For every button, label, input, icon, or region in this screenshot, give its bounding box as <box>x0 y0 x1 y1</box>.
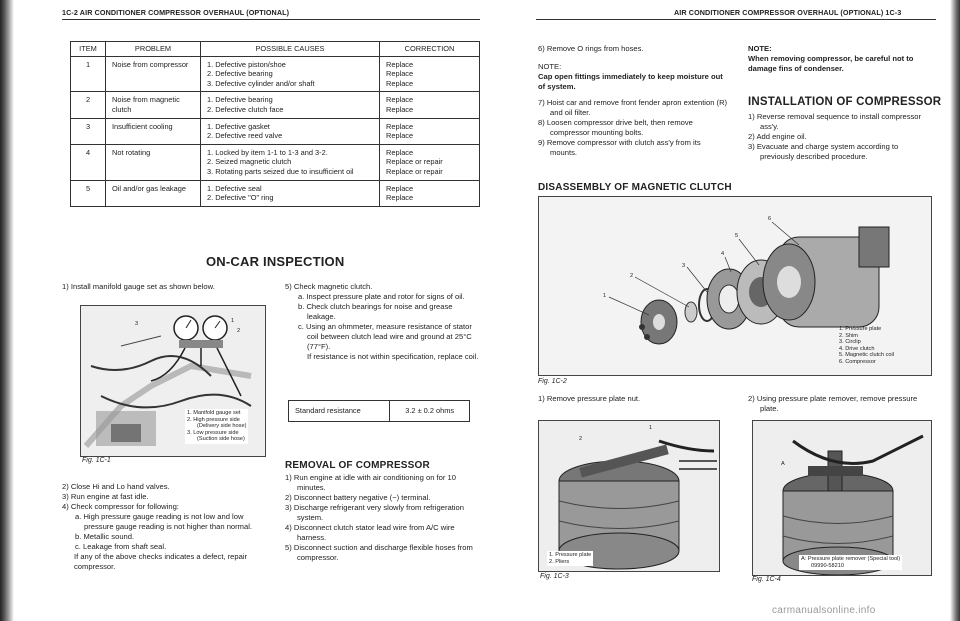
cause-line: 1. Defective piston/shoe <box>207 59 286 69</box>
fig2-callout-3: 3 <box>682 263 686 269</box>
figure-remove-pressure-plate-nut <box>538 420 720 572</box>
oncar-step-1: 1) Install manifold gauge set as shown below. <box>62 282 215 291</box>
fig2-legend: 1. Pressure plate 2. Shim 3. Circlip 4. Drive clutch 5. Magnetic clutch coil 6. Compressor <box>839 326 895 365</box>
fig4-legend: A: Pressure plate remover (Special tool) 09990-58210 <box>801 556 901 569</box>
correction-cell <box>380 144 480 180</box>
fig1-callout-2: 2 <box>237 328 241 334</box>
cause-line: 2. Defective reed valve <box>207 131 283 141</box>
item-cell: 4 <box>71 144 106 180</box>
causes-cell <box>201 118 380 144</box>
problem-cell: Noise from compressor <box>106 56 201 92</box>
cause-line: 2. Seized magnetic clutch <box>207 157 292 167</box>
figure-magnetic-clutch-exploded <box>538 196 932 376</box>
fig2-caption: Fig. 1C-2 <box>538 378 567 385</box>
correction-line: Replace <box>386 69 414 79</box>
right-header-rule <box>536 19 936 20</box>
table-row <box>71 118 480 144</box>
oncar-step-5: 5) Check magnetic clutch. a. Inspect pressure plate and rotor for signs of oil. b. Check clutch bearings for noise and grease leakage. c. Using an ohmmeter, measure resistance of stator coil between clutch lead wire and ground at 25°C (77°F). If resistance is not within specification, replace coil. <box>285 282 479 361</box>
page-binding-shadow-left <box>0 0 14 621</box>
left-header-rule <box>62 19 480 20</box>
table-header-problem: PROBLEM <box>106 42 201 57</box>
disassembly-title: DISASSEMBLY OF MAGNETIC CLUTCH <box>538 182 732 193</box>
fig1-callout-1: 1 <box>231 318 235 324</box>
causes-cell <box>201 92 380 118</box>
fig2-callout-5: 5 <box>735 233 739 239</box>
item-cell: 1 <box>71 56 106 92</box>
fig3-callout-2: 2 <box>579 436 583 442</box>
installation-steps: 1) Reverse removal sequence to install compressor ass'y. 2) Add engine oil. 3) Evacuate and charge system according to previously described procedure. <box>748 112 922 161</box>
cause-line: 2. Defective "O" ring <box>207 193 274 203</box>
disassembly-step-2: 2) Using pressure plate remover, remove pressure plate. <box>748 394 918 413</box>
fig3-caption: Fig. 1C-3 <box>540 573 569 580</box>
figure-pressure-plate-remover <box>752 420 932 576</box>
figure-manifold-gauge <box>80 305 266 457</box>
item-cell: 5 <box>71 180 106 206</box>
oncar-steps-2-4: 2) Close Hi and Lo hand valves. 3) Run engine at fast idle. 4) Check compressor for following: a. High pressure gauge reading is not low and low pressure gauge reading is not higher than normal. b. Metallic sound. c. Leakage from shaft seal. If any of the above checks indicates a defect, repair compressor. <box>62 482 253 571</box>
fig4-caption: Fig. 1C-4 <box>752 576 781 583</box>
table-row <box>71 180 480 206</box>
left-page-header: 1C-2 AIR CONDITIONER COMPRESSOR OVERHAUL (OPTIONAL) <box>62 8 290 17</box>
table-header-item: ITEM <box>71 42 106 57</box>
correction-line: Replace <box>386 193 414 203</box>
causes-cell <box>201 180 380 206</box>
fig1-legend: 1. Manifold gauge set 2. High pressure side (Delivery side hose) 3. Low pressure side (Suction side hose) <box>187 410 247 443</box>
correction-cell <box>380 118 480 144</box>
cause-line: 3. Defective cylinder and/or shaft <box>207 78 315 88</box>
disassembly-step-1: 1) Remove pressure plate nut. <box>538 394 641 403</box>
table-row <box>71 144 480 180</box>
item-cell: 2 <box>71 92 106 118</box>
troubleshooting-table <box>70 41 480 207</box>
pressure-plate-remover-illustration <box>753 421 931 575</box>
fig4-callout-a: A <box>781 461 785 467</box>
fig1-caption: Fig. 1C-1 <box>82 457 111 464</box>
correction-line: Replace <box>386 95 414 105</box>
removal-note: NOTE: When removing compressor, be careful not to damage fins of condenser. <box>748 44 914 73</box>
correction-line: Replace <box>386 78 414 88</box>
removal-title: REMOVAL OF COMPRESSOR <box>285 460 430 471</box>
pressure-plate-nut-illustration <box>539 421 719 571</box>
removal-steps: 1) Run engine at idle with air conditioning on for 10 minutes. 2) Disconnect battery negative (−) terminal. 3) Discharge refrigerant very slowly from refrigeration system. 4) Disconnect clutch stator lead wire from A/C wire harness. 5) Disconnect suction and discharge flexible hoses from compressor. <box>285 473 473 562</box>
resistance-label: Standard resistance <box>289 401 390 422</box>
item-cell: 3 <box>71 118 106 144</box>
cause-line: 1. Defective gasket <box>207 121 270 131</box>
cause-line: 2. Defective bearing <box>207 69 273 79</box>
cause-line: 3. Rotating parts seized due to insufficient oil <box>207 166 354 176</box>
correction-line: Replace <box>386 121 414 131</box>
problem-cell: Oil and/or gas leakage <box>106 180 201 206</box>
correction-line: Replace <box>386 147 414 157</box>
causes-cell <box>201 56 380 92</box>
table-row <box>71 92 480 118</box>
cause-line: 1. Defective bearing <box>207 95 273 105</box>
problem-cell: Noise from magnetic clutch <box>106 92 201 118</box>
correction-line: Replace or repair <box>386 166 443 176</box>
correction-line: Replace or repair <box>386 157 443 167</box>
right-page-header: AIR CONDITIONER COMPRESSOR OVERHAUL (OPTIONAL) 1C-3 <box>674 8 902 17</box>
problem-cell: Not rotating <box>106 144 201 180</box>
table-header-correction: CORRECTION <box>380 42 480 57</box>
correction-line: Replace <box>386 104 414 114</box>
resistance-spec-table <box>288 400 470 422</box>
cause-line: 1. Locked by item 1-1 to 1-3 and 3-2. <box>207 147 328 157</box>
table-row <box>71 56 480 92</box>
fig3-callout-1: 1 <box>649 425 653 431</box>
correction-cell <box>380 56 480 92</box>
correction-line: Replace <box>386 59 414 69</box>
page-binding-shadow-right <box>950 0 960 621</box>
fig1-callout-3: 3 <box>135 321 139 327</box>
fig3-legend: 1. Pressure plate 2. Pliers <box>549 552 592 565</box>
causes-cell <box>201 144 380 180</box>
correction-cell <box>380 180 480 206</box>
cause-line: 1. Defective seal <box>207 183 262 193</box>
footer-watermark: carmanualsonline.info <box>772 605 876 616</box>
resistance-value: 3.2 ± 0.2 ohms <box>390 401 470 422</box>
problem-cell: Insufficient cooling <box>106 118 201 144</box>
oncar-inspection-title: ON-CAR INSPECTION <box>206 254 345 269</box>
removal-steps-continued: 6) Remove O rings from hoses. NOTE: Cap open fittings immediately to keep moisture out of system. 7) Hoist car and remove front fender apron extention (R) and oil filter. 8) Loosen compressor drive belt, then remove compressor mounting bolts. 9) Remove compressor with clutch ass'y from its mounts. <box>538 44 728 157</box>
installation-title: INSTALLATION OF COMPRESSOR <box>748 96 942 108</box>
fig2-callout-2: 2 <box>630 273 634 279</box>
cause-line: 2. Defective clutch face <box>207 104 284 114</box>
fig2-callout-6: 6 <box>768 216 772 222</box>
fig2-callout-4: 4 <box>721 251 725 257</box>
table-header-causes: POSSIBLE CAUSES <box>201 42 380 57</box>
correction-line: Replace <box>386 131 414 141</box>
correction-line: Replace <box>386 183 414 193</box>
fig2-callout-1: 1 <box>603 293 607 299</box>
correction-cell <box>380 92 480 118</box>
